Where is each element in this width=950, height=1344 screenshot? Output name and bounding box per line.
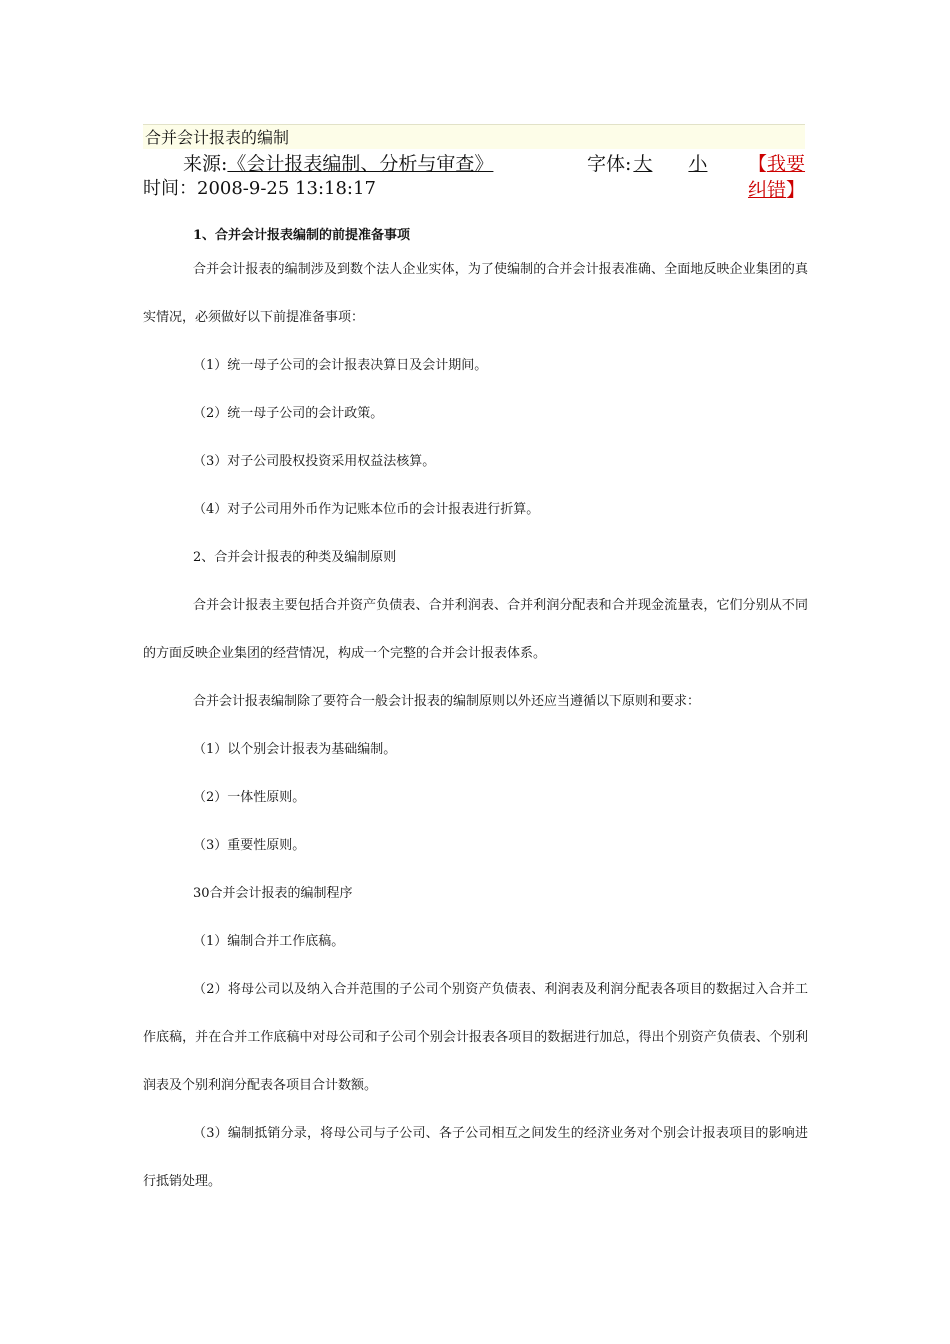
section-heading: 1、合并会计报表编制的前提准备事项 — [193, 228, 411, 243]
list-item: （3）对子公司股权投资采用权益法核算。 — [193, 454, 436, 469]
source-info — [183, 151, 493, 177]
paragraph: （2）将母公司以及纳入合并范围的子公司个别资产负债表、利润表及利润分配表各项目的数据过入合并工作底稿，并在合并工作底稿中对母公司和子公司个别会计报表各项目的数据进行加总，得出个别资产负债表、个别利润表及个别利润分配表各项目合计数额。 — [143, 982, 808, 1093]
paragraph: （3）编制抵销分录，将母公司与子公司、各子公司相互之间发生的经济业务对个别会计报表项目的影响进行抵销处理。 — [143, 1126, 808, 1189]
list-item: （2）一体性原则。 — [193, 790, 306, 805]
list-item: （3）重要性原则。 — [193, 838, 306, 853]
paragraph: 合并会计报表主要包括合并资产负债表、合并利润表、合并利润分配表和合并现金流量表，它们分别从不同的方面反映企业集团的经营情况，构成一个完整的合并会计报表体系。 — [143, 598, 808, 661]
list-item: （4）对子公司用外币作为记账本位币的会计报表进行折算。 — [193, 502, 540, 517]
list-item: （2）统一母子公司的会计政策。 — [193, 406, 384, 421]
font-large-link[interactable]: 大 — [633, 153, 653, 175]
article-title: 合并会计报表的编制 — [143, 124, 805, 149]
source-label: 来源: — [183, 153, 228, 175]
font-size-control — [587, 151, 707, 177]
report-bracket-close: 】 — [786, 179, 806, 201]
font-size-label: 字体: — [587, 153, 632, 175]
section-heading: 2、合并会计报表的种类及编制原则 — [193, 550, 397, 565]
report-bracket-open: 【 — [748, 153, 768, 175]
paragraph: 合并会计报表的编制涉及到数个法人企业实体，为了使编制的合并会计报表准确、全面地反映企业集团的真实情况，必须做好以下前提准备事项： — [143, 262, 808, 325]
list-item: （1）编制合并工作底稿。 — [193, 934, 345, 949]
article-meta — [143, 151, 808, 177]
font-small-link[interactable]: 小 — [688, 153, 708, 175]
section-heading: 30合并会计报表的编制程序 — [193, 886, 353, 901]
list-item: （1）以个别会计报表为基础编制。 — [193, 742, 397, 757]
report-error-link[interactable]: 我要纠错 — [748, 153, 806, 201]
list-item: （1）统一母子公司的会计报表决算日及会计期间。 — [193, 358, 488, 373]
paragraph: 合并会计报表编制除了要符合一般会计报表的编制原则以外还应当遵循以下原则和要求： — [193, 694, 701, 709]
source-link[interactable]: 《会计报表编制、分析与审查》 — [227, 153, 494, 175]
report-error — [748, 151, 812, 203]
publish-time: 时间：2008-9-25 13:18:17 — [143, 178, 376, 199]
